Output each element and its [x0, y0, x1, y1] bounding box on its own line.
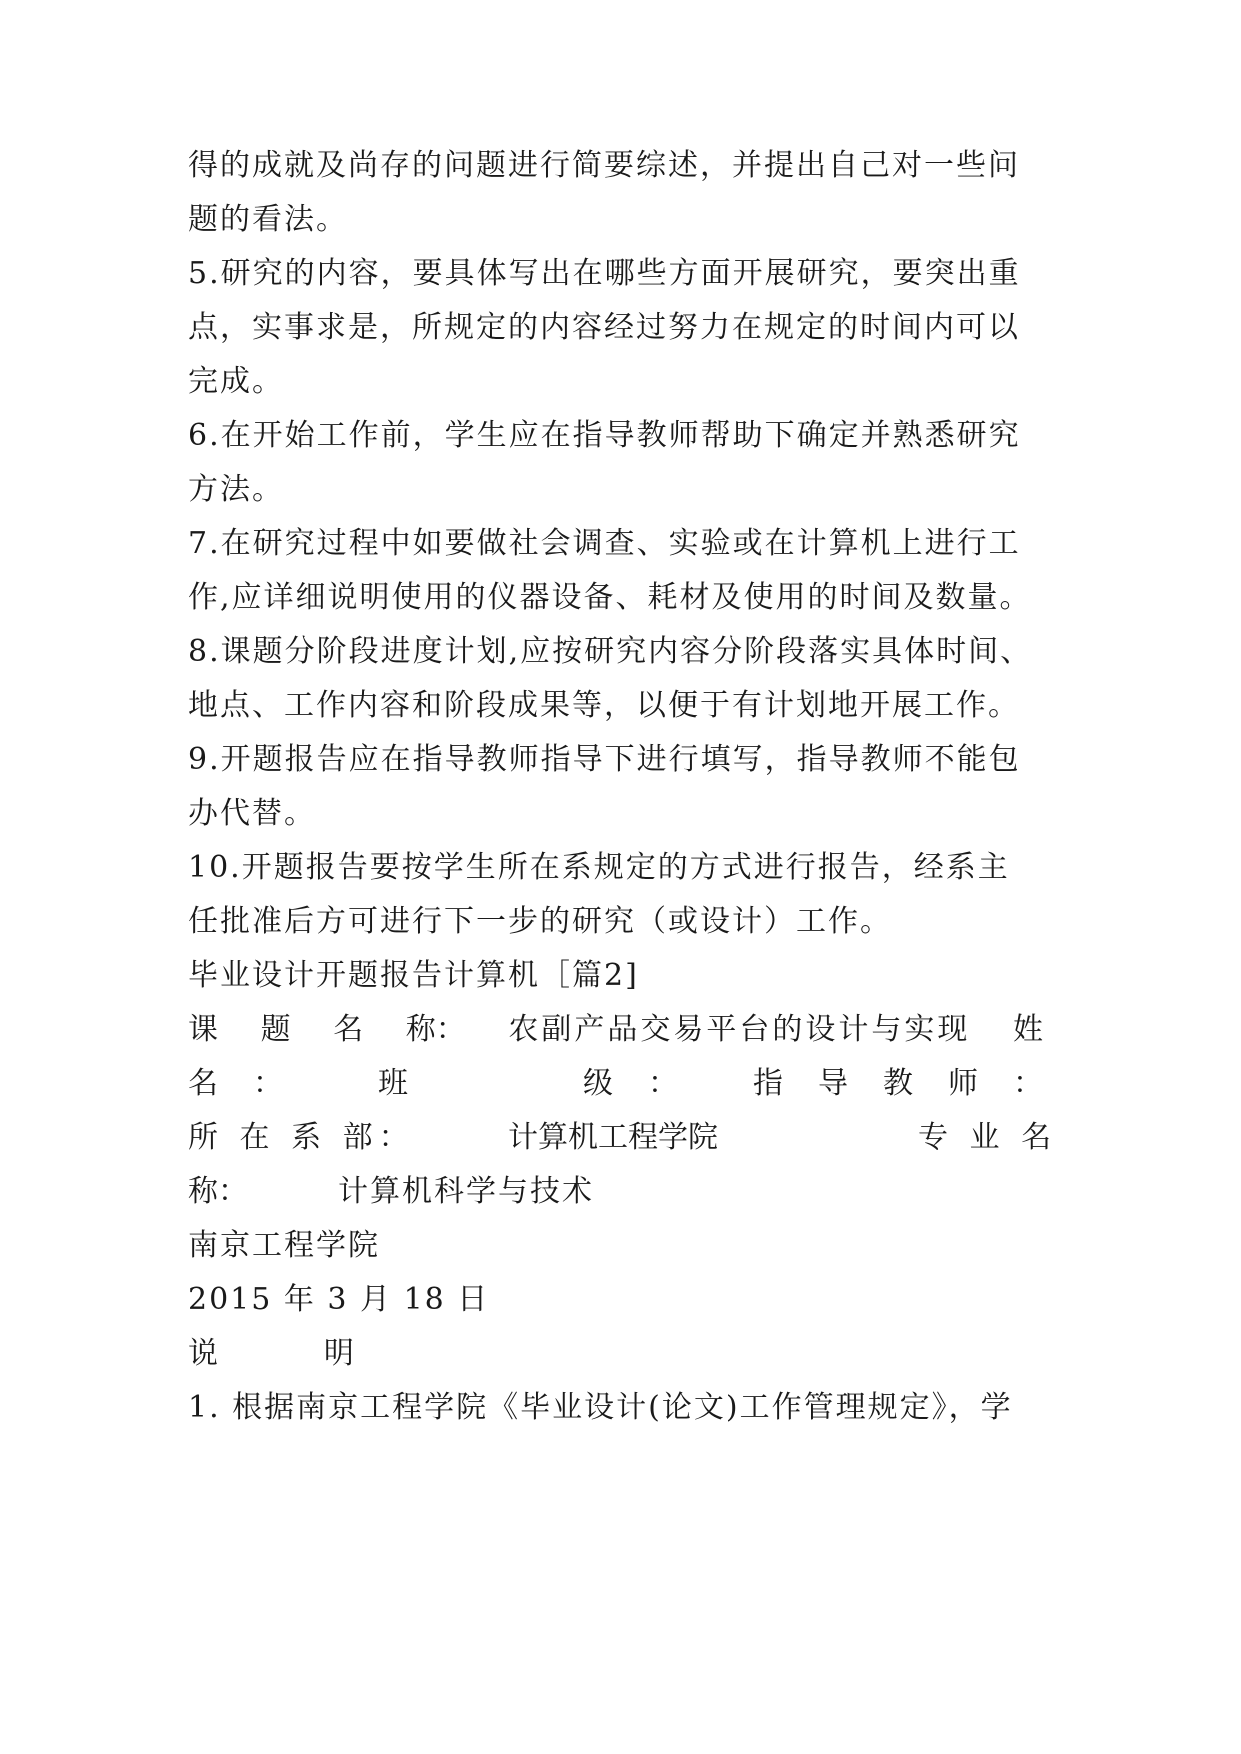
text-line: 9.开题报告应在指导教师指导下进行填写，指导教师不能包: [188, 742, 1021, 777]
form-label-char: 师: [948, 1066, 978, 1101]
text-line: 点，实事求是，所规定的内容经过努力在规定的时间内可以: [188, 310, 1020, 345]
form-label-char: 班: [378, 1066, 408, 1101]
text-line: 作,应详细说明使用的仪器设备、耗材及使用的时间及数量。: [188, 580, 1032, 615]
form-row-name: [188, 1064, 1043, 1104]
text-line: 得的成就及尚存的问题进行简要综述，并提出自己对一些问: [188, 148, 1020, 183]
text-line: 5.研究的内容，要具体写出在哪些方面开展研究，要突出重: [188, 256, 1021, 291]
text-line: 1. 根据南京工程学院《毕业设计(论文)工作管理规定》，学: [188, 1390, 1013, 1425]
text-line: 办代替。: [188, 796, 316, 831]
form-label-char: 指: [753, 1066, 783, 1101]
school-name: 南京工程学院: [188, 1228, 380, 1263]
department-value: 计算机工程学院: [508, 1120, 718, 1155]
report-date: 2015 年 3 月 18 日: [188, 1282, 490, 1317]
form-label-char: 题: [260, 1012, 291, 1047]
text-line: 6.在开始工作前，学生应在指导教师帮助下确定并熟悉研究: [188, 418, 1021, 453]
form-label-char: 教: [883, 1066, 913, 1101]
department-label: 所 在 系 部：: [188, 1120, 415, 1155]
text-line: 题的看法。: [188, 202, 348, 237]
project-title-value: 农副产品交易平台的设计与实现: [508, 1012, 971, 1047]
form-row-title: [188, 1010, 1043, 1050]
major-value: 计算机科学与技术: [338, 1174, 594, 1209]
form-label-char: ：: [648, 1066, 678, 1101]
section-heading: 毕业设计开题报告计算机［篇2]: [188, 958, 639, 993]
form-label-char: 级: [583, 1066, 613, 1101]
text-line: 7.在研究过程中如要做社会调查、实验或在计算机上进行工: [188, 526, 1021, 561]
text-line: 任批准后方可进行下一步的研究（或设计）工作。: [188, 904, 892, 939]
major-label-tail: 称：: [188, 1174, 248, 1209]
text-line: 完成。: [188, 364, 284, 399]
text-line: 8.课题分阶段进度计划,应按研究内容分阶段落实具体时间、: [188, 634, 1033, 669]
form-label-char: 名: [188, 1066, 218, 1101]
explain-heading: 说 明: [188, 1336, 356, 1371]
form-label-char: 姓: [1012, 1012, 1043, 1047]
text-line: 10.开题报告要按学生所在系规定的方式进行报告，经系主: [188, 850, 1010, 885]
form-label-char: ：: [1013, 1066, 1043, 1101]
form-label-char: 导: [818, 1066, 848, 1101]
form-label-char: 名: [333, 1012, 364, 1047]
form-label-char: 课: [188, 1012, 218, 1047]
form-label-char: ：: [253, 1066, 283, 1101]
major-label: 专 业 名: [918, 1120, 1058, 1155]
form-label-char: 称：: [405, 1012, 466, 1047]
text-line: 地点、工作内容和阶段成果等，以便于有计划地开展工作。: [188, 688, 1020, 723]
text-line: 方法。: [188, 472, 284, 507]
